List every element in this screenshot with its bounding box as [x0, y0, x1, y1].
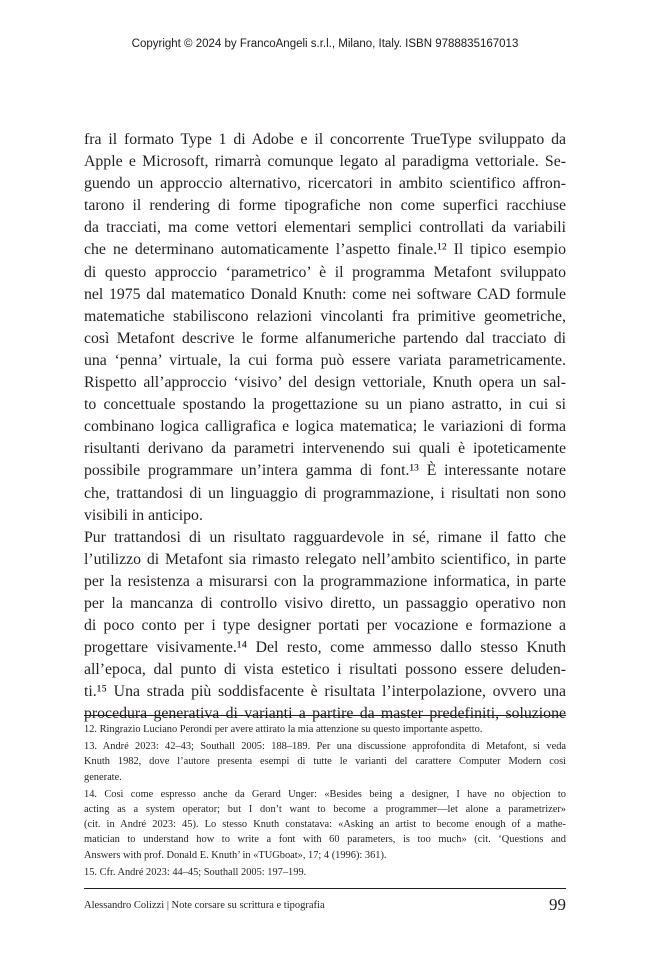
text-line: to concettuale spostando la progettazione su un piano astratto, in cui si: [84, 396, 566, 414]
footnote-line: 13. André 2023: 42–43; Southall 2005: 188–189. Per una discussione approfondita di Metafont, si veda: [84, 741, 566, 753]
text-line: fra il formato Type 1 di Adobe e il concorrente TrueType sviluppato da: [84, 131, 566, 148]
text-line: risultanti derivano da parametri intervenendo sui quali è ipoteticamente: [84, 440, 566, 458]
text-line: ti.¹⁵ Una strada più soddisfacente è risultata l’interpolazione, ovvero una: [84, 683, 566, 701]
footnote-12: [84, 722, 566, 737]
main-text: [84, 129, 566, 726]
text-line: di poco conto per i type designer portati per vocazione e formazione a: [84, 617, 566, 635]
text-line: guendo un approccio alternativo, ricercatori in ambito scientifico affron-: [84, 175, 566, 193]
text-line: combinano logica calligrafica e logica matematica; le variazioni di forma: [84, 418, 566, 436]
text-line: progettare visivamente.¹⁴ Del resto, come ammesso dallo stesso Knuth: [84, 639, 566, 657]
footnote-line: Answers with prof. Donald E. Knuth’ in «TUGboat», 17; 4 (1996): 361).: [84, 849, 387, 861]
text-line: tarono il rendering di forme tipografiche non come superfici racchiuse: [84, 197, 566, 215]
footnote-14: [84, 787, 566, 863]
text-line: di questo approccio ‘parametrico’ è il programma Metafont sviluppato: [84, 263, 566, 281]
running-footer: Alessandro Colizzi | Note corsare su scrittura e tipografia: [84, 900, 325, 911]
footnote-line: (cit. in André 2023: 45). Lo stesso Knuth constatava: «Asking an artist to become enough of a mathe-: [84, 819, 566, 831]
text-line: Pur trattandosi di un risultato ragguardevole in sé, rimane il fatto che: [84, 528, 566, 546]
text-line: che, trattandosi di un linguaggio di programmazione, i risultati non sono: [84, 484, 566, 502]
text-line: così Metafont descrive le forme alfanumeriche partendo dal tracciato di: [84, 329, 566, 347]
footnote-line: 15. Cfr. André 2023: 44–45; Southall 2005: 197–199.: [84, 866, 307, 878]
text-line: matematiche stabiliscono relazioni vincolanti fra primitive geometriche,: [84, 307, 566, 325]
text-line: da tracciati, ma come vettori elementari semplici controllati da variabili: [84, 219, 566, 237]
text-line: per la mancanza di controllo visivo diretto, un passaggio operativo non: [84, 594, 566, 612]
text-line: per la resistenza a misurarsi con la programmazione informatica, in parte: [84, 572, 566, 590]
text-line: Rispetto all’approccio ‘visivo’ del design vettoriale, Knuth opera un sal-: [84, 374, 566, 392]
text-line: possibile programmare un’intera gamma di font.¹³ È interessante notare: [84, 462, 566, 480]
text-line: Apple e Microsoft, rimarrà comunque legato al paradigma vettoriale. Se-: [84, 153, 566, 171]
footer-divider: [84, 888, 566, 889]
footnote-line: Knuth 1982, dove l’autore presenta esempi di tutte le varianti del carattere Computer Modern così: [84, 756, 566, 768]
footnote-line: acting as a system operator; but I don’t want to become a programmer—let alone a parametrizer»: [84, 803, 566, 815]
footnote-line: 12. Ringrazio Luciano Perondi per avere attirato la mia attenzione su questo importante aspetto.: [84, 724, 483, 735]
footnote-line: 14. Così come espresso anche da Gerard Unger: «Besides being a designer, I have no objection to: [84, 788, 566, 800]
footnote-15: [84, 865, 566, 880]
text-line: una ‘penna’ virtuale, la cui forma può essere variata parametricamente.: [84, 351, 566, 369]
footnote-divider: [84, 715, 566, 716]
footnotes: [84, 722, 566, 882]
text-line: visibili in anticipo.: [84, 506, 203, 524]
text-line: l’utilizzo di Metafont sia rimasto relegato nell’ambito scientifico, in parte: [84, 550, 566, 568]
footnote-13: [84, 739, 566, 785]
text-line: all’epoca, dal punto di vista estetico i risultati possono essere deluden-: [84, 661, 566, 679]
footnote-line: matician to understand how to write a font with 60 parameters, is too much» (cit. ‘Questions and: [84, 834, 566, 846]
page-number: 99: [549, 895, 566, 914]
footnote-line: generate.: [84, 771, 122, 783]
text-line: nel 1975 dal matematico Donald Knuth: come nei software CAD formule: [84, 285, 566, 303]
text-line: procedura generativa di varianti a partire da master predefiniti, soluzione: [84, 705, 566, 723]
copyright-notice: Copyright © 2024 by FrancoAngeli s.r.l., Milano, Italy. ISBN 9788835167013: [131, 38, 519, 50]
text-line: che ne determinano automaticamente l’aspetto finale.¹² Il tipico esempio: [84, 241, 566, 259]
